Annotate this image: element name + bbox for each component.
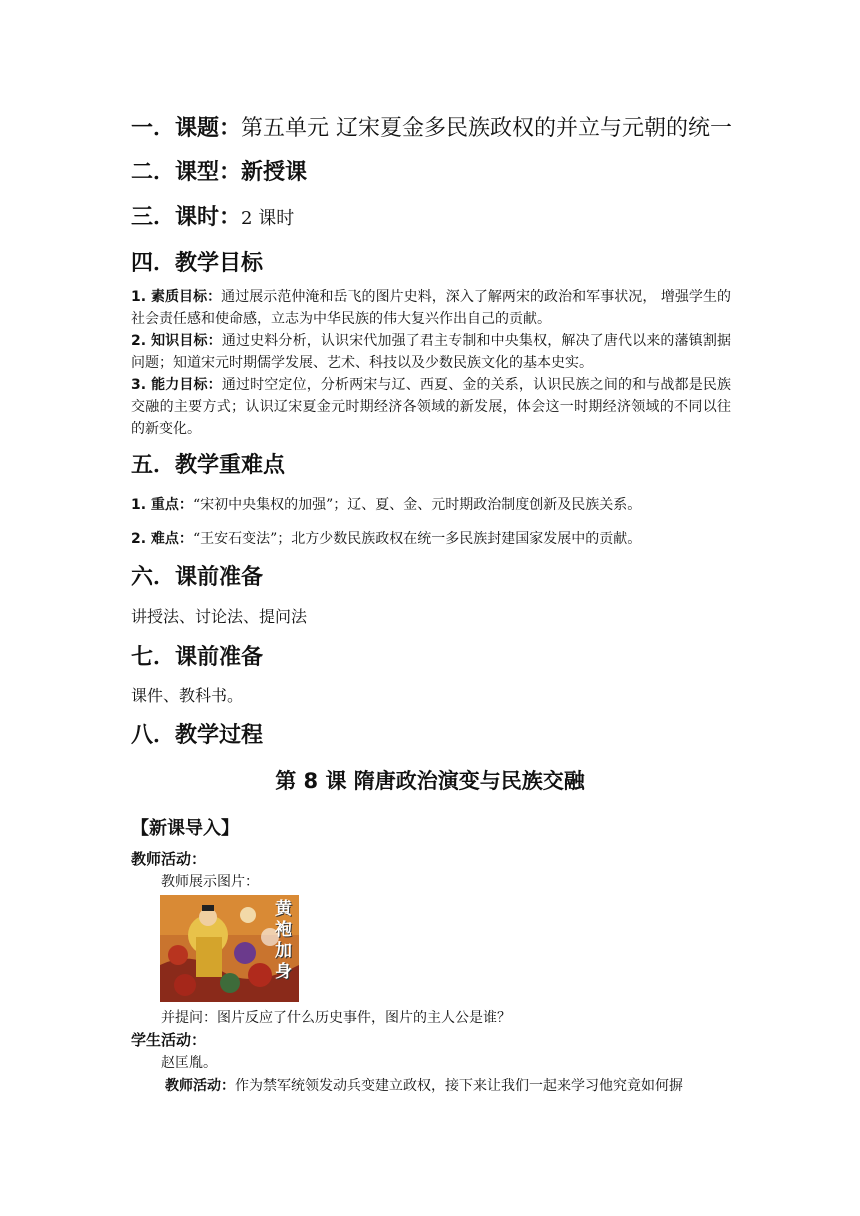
intro-heading: 【新课导入】	[131, 818, 239, 839]
goal-knowledge-label: 2. 知识目标：	[131, 333, 222, 349]
teacher-activity-2-label: 教师活动：	[165, 1078, 235, 1094]
teacher-activity-2	[165, 1076, 683, 1096]
key-point-difficulty-text: “王安石变法”；北方少数民族政权在统一多民族封建国家发展中的贡献。	[192, 531, 642, 547]
painting-caption	[275, 899, 295, 983]
huangpao-jiashen-painting	[160, 895, 299, 1002]
goal-ability-label: 3. 能力目标：	[131, 377, 222, 393]
painting-caption-char: 黄	[275, 899, 292, 919]
goal-quality	[131, 286, 731, 330]
heading-prep-materials: 七．课前准备	[131, 645, 264, 670]
teacher-show-text: 教师展示图片：	[161, 874, 259, 890]
heading-topic	[131, 114, 732, 144]
key-point-difficulty-label: 2. 难点：	[131, 531, 193, 547]
prep-materials-text: 课件、教科书。	[131, 686, 244, 705]
heading-topic-value: 第五单元 辽宋夏金多民族政权的并立与元朝的统一	[241, 116, 733, 141]
heading-lesson-type	[131, 158, 307, 188]
heading-key-points: 五．教学重难点	[131, 453, 286, 478]
goal-ability-text: 通过时空定位，分析两宋与辽、西夏、金的关系，认识民族之间的和与战都是民族交融的主要方式；认识辽宋夏金元时期经济各领域的新发展，体会这一时期经济领域的不同以往的新变化。	[131, 377, 732, 437]
teacher-question: 并提问：图片反应了什么历史事件，图片的主人公是谁？	[161, 1010, 511, 1026]
goal-ability	[131, 374, 731, 440]
key-point-difficulty	[131, 528, 731, 550]
heading-goals: 四．教学目标	[131, 251, 264, 276]
goal-knowledge	[131, 330, 731, 374]
key-point-emphasis-text: “宋初中央集权的加强”；辽、夏、金、元时期政治制度创新及民族关系。	[192, 497, 642, 513]
heading-hours-value: 2 课时	[241, 208, 295, 229]
lesson-title: 第 8 课 隋唐政治演变与民族交融	[275, 769, 585, 793]
heading-hours-label: 三．课时：	[131, 205, 242, 230]
student-activity-label: 学生活动：	[131, 1031, 207, 1049]
painting-caption-char: 袍	[275, 920, 292, 940]
goal-knowledge-text: 通过史料分析，认识宋代加强了君主专制和中央集权，解决了唐代以来的藩镇割据问题；知道宋元时期儒学发展、艺术、科技以及少数民族文化的基本史实。	[131, 333, 732, 371]
student-answer: 赵匡胤。	[161, 1055, 217, 1071]
key-point-emphasis	[131, 494, 731, 516]
heading-hours	[131, 203, 294, 234]
heading-process: 八．教学过程	[131, 723, 264, 748]
painting-caption-char: 身	[275, 962, 292, 982]
heading-lesson-type-value: 新授课	[241, 160, 308, 185]
heading-lesson-type-label: 二．课型：	[131, 160, 242, 185]
teacher-activity-label: 教师活动：	[131, 850, 207, 868]
key-point-emphasis-label: 1. 重点：	[131, 497, 193, 513]
heading-topic-label: 一．课题：	[131, 116, 242, 141]
heading-prep-methods: 六．课前准备	[131, 565, 264, 590]
painting-caption-char: 加	[275, 941, 292, 961]
teacher-activity-2-text: 作为禁军统领发动兵变建立政权，接下来让我们一起来学习他究竟如何摒	[235, 1078, 683, 1094]
prep-methods-text: 讲授法、讨论法、提问法	[131, 607, 308, 626]
goal-quality-label: 1. 素质目标：	[131, 289, 222, 305]
goal-quality-text: 通过展示范仲淹和岳飞的图片史料，深入了解两宋的政治和军事状况， 增强学生的社会责任感和使命感，立志为中华民族的伟大复兴作出自己的贡献。	[131, 289, 731, 327]
